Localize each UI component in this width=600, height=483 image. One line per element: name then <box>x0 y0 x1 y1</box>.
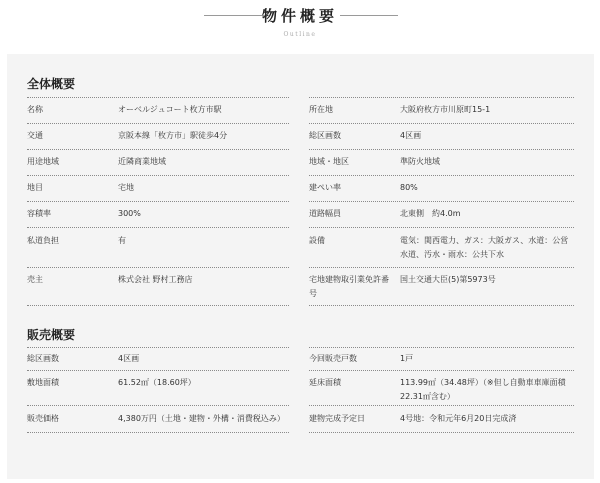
overall-section-title: 全体概要 <box>27 77 76 91</box>
page-title: 物件概要 <box>261 7 338 25</box>
sales-left-column <box>27 347 289 433</box>
row-label: 今回販売戸数 <box>309 354 357 363</box>
row-label: 売主 <box>27 275 43 284</box>
row-value: 北東側 約4.0m <box>400 209 461 218</box>
table-row <box>27 371 289 406</box>
table-row <box>309 150 574 176</box>
table-row <box>27 228 289 268</box>
row-value: 電気：関西電力、ガス：大阪ガス、水道：公営水道、汚水・雨水：公共下水 <box>400 236 569 259</box>
overall-left-column <box>27 97 289 306</box>
row-value: 京阪本線「枚方市」駅徒歩4分 <box>118 131 228 140</box>
row-value: 国土交通大臣(5)第5973号 <box>400 275 496 284</box>
table-row <box>27 406 289 433</box>
table-row <box>27 97 289 124</box>
table-row <box>27 268 289 306</box>
row-value: 4区画 <box>400 131 422 140</box>
row-label: 地域・地区 <box>309 157 349 166</box>
row-label: 総区画数 <box>27 354 59 363</box>
row-label: 所在地 <box>309 105 333 114</box>
row-value: 4区画 <box>118 354 140 363</box>
row-label: 販売価格 <box>27 414 59 423</box>
page-subtitle: Outline <box>283 31 317 38</box>
row-label: 私道負担 <box>27 236 59 245</box>
table-row <box>309 228 574 268</box>
row-label: 延床面積 <box>309 378 341 387</box>
row-value: 宅地 <box>118 183 134 192</box>
row-label: 名称 <box>27 105 43 114</box>
row-label: 交通 <box>27 131 43 140</box>
table-row <box>27 202 289 228</box>
row-value: 4,380万円（土地・建物・外構・消費税込み） <box>118 414 285 423</box>
row-value: 61.52㎡（18.60坪） <box>118 378 196 387</box>
row-label: 設備 <box>309 236 325 245</box>
sales-right-column <box>309 347 574 433</box>
outline-heading <box>0 0 600 50</box>
row-value: 有 <box>118 236 126 245</box>
row-label: 地目 <box>27 183 43 192</box>
row-value: 株式会社 野村工務店 <box>118 275 193 284</box>
row-value: 準防火地域 <box>400 157 440 166</box>
table-row <box>27 150 289 176</box>
row-value: オーベルジュコート枚方市駅 <box>118 105 222 114</box>
row-label: 敷地面積 <box>27 378 59 387</box>
table-row <box>27 347 289 371</box>
row-label: 道路幅員 <box>309 209 341 218</box>
table-row <box>309 176 574 202</box>
row-label: 総区画数 <box>309 131 341 140</box>
row-value: 300% <box>118 209 141 218</box>
table-row <box>27 176 289 202</box>
row-label: 容積率 <box>27 209 51 218</box>
row-value: 大阪府枚方市川原町15-1 <box>400 105 491 114</box>
table-row <box>27 124 289 150</box>
row-value: 近隣商業地域 <box>118 157 166 166</box>
row-label: 宅地建物取引業免許番号 <box>309 275 389 298</box>
table-row <box>309 124 574 150</box>
row-value: 4号地：令和元年6月20日完成済 <box>400 414 517 423</box>
table-row <box>309 371 574 406</box>
table-row <box>309 268 574 306</box>
table-row <box>309 202 574 228</box>
row-value: 1戸 <box>400 354 414 363</box>
table-row <box>309 406 574 433</box>
table-row <box>309 347 574 371</box>
sales-section-title: 販売概要 <box>27 328 76 342</box>
row-label: 用途地域 <box>27 157 59 166</box>
row-label: 建ぺい率 <box>309 183 341 192</box>
row-label: 建物完成予定日 <box>309 414 365 423</box>
overall-right-column <box>309 97 574 306</box>
heading-rule-right <box>340 15 398 16</box>
table-row <box>309 97 574 124</box>
row-value: 80% <box>400 183 418 192</box>
row-value: 113.99㎡（34.48坪）（※但し自動車車庫面積22.31㎡含む） <box>400 378 566 401</box>
outline-panel <box>7 54 594 479</box>
